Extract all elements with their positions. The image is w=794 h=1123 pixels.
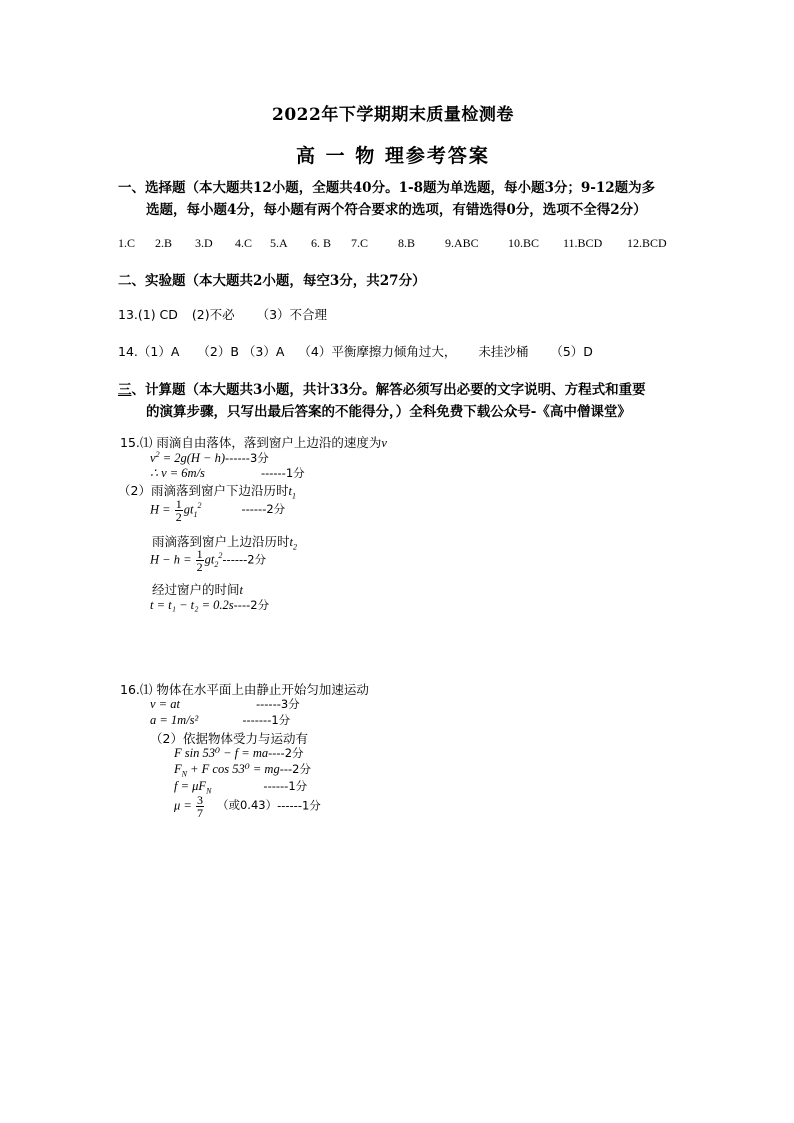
q15-eq3-score: ------2分 [241, 502, 286, 517]
answer-2: 2.B [155, 236, 173, 250]
answer-1: 1.C [118, 236, 136, 250]
answer-5: 5.A [270, 236, 288, 250]
document-subtitle: 高 一 物 理参考答案 [296, 145, 490, 167]
answer-7: 7.C [351, 236, 369, 250]
q16-eq1-text: v = at [150, 697, 180, 711]
q13-part2: (2)不必 [191, 307, 235, 322]
q16-eq5-score: ------1分 [263, 779, 308, 793]
section1-heading-line1: 一、选择题（本大题共12小题，全题共40分。1-8题为单选题，每小题3分；9-12题为多 [118, 180, 656, 196]
q15-var-v: v [381, 436, 387, 450]
q13-part1: 13.(1) CD [118, 307, 178, 322]
q16-part1-text: 16.⑴ 物体在水平面上由静止开始匀加速运动 [120, 682, 369, 697]
answer-10: 10.BC [508, 236, 540, 250]
q15-eq5 [150, 597, 269, 613]
q15-var-t: t [239, 583, 243, 597]
q16-eq2-score: -------1分 [242, 713, 291, 727]
q16-eq1-score: ------3分 [255, 697, 300, 711]
q16-eq6: μ = $\frac{3}{7}$ （或0.43）------1分 [174, 793, 321, 820]
section1-heading-line2: 选题，每小题4分，每小题有两个符合要求的选项，有错选得0分，选项不全得2分） [146, 202, 647, 218]
document-title: 2022年下学期期末质量检测卷 [272, 105, 514, 125]
answer-3: 3.D [195, 236, 213, 250]
q13-part3: （3）不合理 [256, 307, 328, 322]
q16-eq6-numerator: 3 [196, 793, 203, 807]
q15-eq5-text: t = t₁ − t₂ = 0.2s [150, 598, 234, 612]
q15-eq2-score: ------1分 [260, 466, 305, 480]
answer-12: 12.BCD [627, 236, 667, 250]
answer-6: 6. B [311, 236, 332, 250]
q14-answer [118, 342, 593, 360]
q15-eq1-score: ------3分 [225, 451, 269, 466]
q14-part1: 14.（1）A [118, 344, 180, 359]
q15-eq1: $v^2 = 2g(H - h)------3$分 [150, 450, 269, 466]
answer-4: 4.C [235, 236, 253, 250]
q15-part3-text: 雨滴落到窗户上边沿历时$t_2$ [152, 534, 297, 552]
q16-eq6-note: （或0.43） [216, 798, 278, 813]
section2-heading: 二、实验题（本大题共2小题，每空3分，共27分） [118, 273, 426, 289]
q16-eq6-denominator: 7 [196, 806, 203, 820]
q16-eq3 [174, 745, 304, 761]
q16-eq6-score: ------1分 [277, 798, 321, 813]
q15-eq4: H − h = $\frac{1}{2}$ $gt_2^2------2$分 [150, 547, 267, 574]
q14-part5: （5）D [550, 344, 593, 359]
choice-answers [118, 236, 667, 251]
q14-part3: （3）A [242, 344, 285, 359]
section3-number: 三 [118, 382, 132, 398]
q16-eq1 [150, 696, 300, 712]
q15-eq3: H = $\frac{1}{2}$ $gt_1^2$ ------2分 [150, 497, 286, 524]
q15-part2-text: （2）雨滴落到窗户下边沿历时$t_1$ [118, 483, 296, 501]
q15-eq5-score: ----2分 [233, 598, 270, 612]
section3-heading-line1 [118, 378, 646, 398]
q16-eq3-text: F sin 53⁰ − f = ma [174, 746, 269, 760]
q15-eq2: ∴ v = 6m/s ------1分 [150, 466, 305, 480]
q16-eq2-text: a = 1m/s² [150, 713, 199, 727]
section3-heading-text: 、计算题（本大题共3小题，共计33分。解答必须写出必要的文字说明、方程式和重要 [131, 382, 646, 398]
q15-eq4-score: ------2分 [222, 552, 267, 567]
q15-part1-text: 15.⑴ 雨滴自由落体，落到窗户上边沿的速度为v [120, 435, 387, 450]
q16-part2-text: （2）依据物体受力与运动有 [150, 731, 308, 746]
q16-eq4: $F_N + F$ cos 53⁰ = mg---2分 [174, 762, 311, 779]
q15-part4-text: 经过窗户的时间t [152, 582, 243, 597]
q16-eq5: $f = \mu F_N$ ------1分 [174, 779, 308, 796]
answer-11: 11.BCD [563, 236, 603, 250]
q13-answer [118, 305, 327, 323]
answer-9: 9.ABC [445, 236, 479, 250]
q16-eq2 [150, 712, 290, 728]
q16-eq4-score: ---2分 [279, 762, 311, 776]
section3-heading-line2: 的演算步骤，只写出最后答案的不能得分，）全科免费下载公众号-《高中僧课堂》 [146, 404, 631, 420]
q14-part2: （2）B [197, 344, 239, 359]
q14-part4b: 未挂沙桶 [478, 344, 529, 359]
q14-part4: （4）平衡摩擦力倾角过大， [298, 344, 457, 359]
q16-eq3-score: ----2分 [268, 746, 304, 760]
answer-8: 8.B [398, 236, 416, 250]
